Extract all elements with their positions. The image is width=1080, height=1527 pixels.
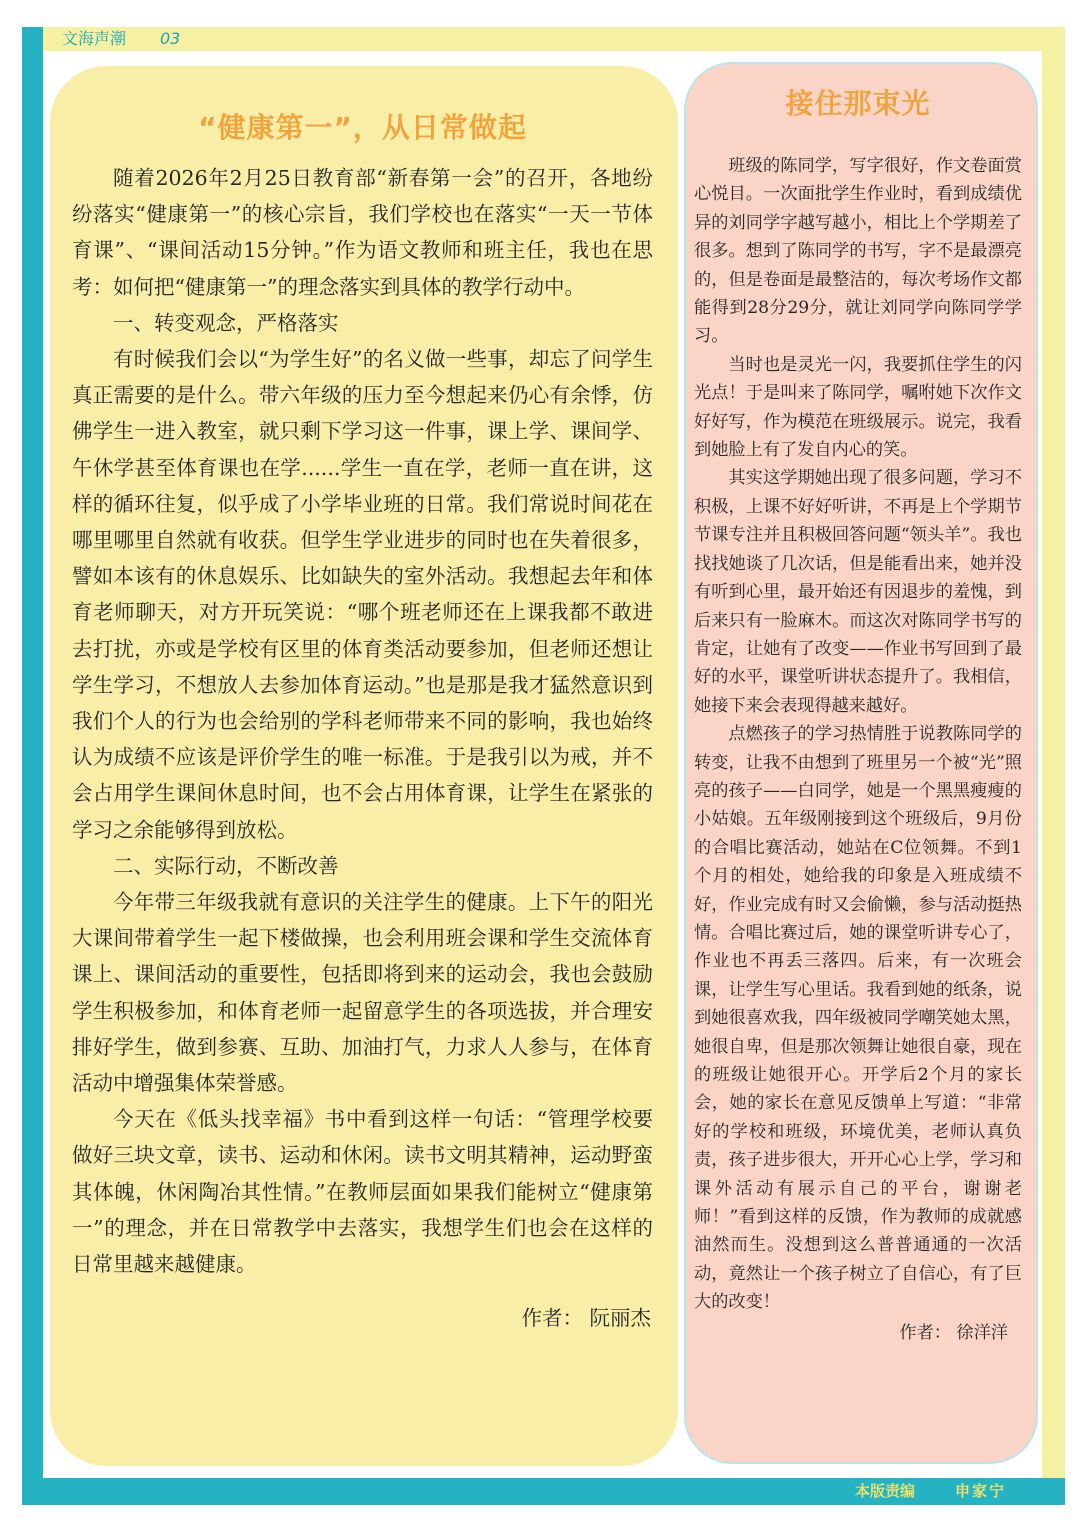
right-paragraph: 当时也是灵光一闪，我要抓住学生的闪光点！于是叫来了陈同学，嘱咐她下次作文好好写，作为模范在班级展示。说完，我看到她脸上有了发自内心的笑。 bbox=[694, 354, 1022, 461]
left-paragraph: 有时候我们会以“为学生好”的名义做一些事，却忘了问学生真正需要的是什么。带六年级的压力至今想起来仍心有余悸，仿佛学生一进入教室，就只剩下学习这一件事，课上学、课间学、午休学甚至体育课也在学......学生一直在学，老师一直在讲，这样的循环往复，似乎成了小学毕业班的日常。我们常说时间花在哪里哪里自然就有收获。但学生学业进步的同时也在失着很多，譬如本该有的休息娱乐、比如缺失的室外活动。我想起去年和体育老师聊天，对方开玩笑说：“哪个班老师还在上课我都不敢进去打扰，亦或是学校有区里的体育类活动要参加，但老师还想让学生学习，不想放人去参加体育运动。”也是那是我才猛然意识到我们个人的行为也会给别的学科老师带来不同的影响，我也始终认为成绩不应该是评价学生的唯一标准。于是我引以为戒，并不会占用学生课间休息时间，也不会占用体育课，让学生在紧张的学习之余能够得到放松。 bbox=[72, 347, 653, 842]
frame-left-band bbox=[22, 27, 43, 1505]
editor-label: 本版责编 bbox=[855, 1482, 916, 1500]
left-article-panel bbox=[50, 66, 678, 1466]
right-paragraph: 班级的陈同学，写字很好，作文卷面赏心悦目。一次面批学生作业时，看到成绩优异的刘同学字越写越小，相比上个学期差了很多。想到了陈同学的书写，字不是最漂亮的，但是卷面是最整洁的，每次考场作文都能得到28分29分，就让刘同学向陈同学学习。 bbox=[694, 156, 1022, 347]
left-paragraph: 今年带三年级我就有意识的关注学生的健康。上下午的阳光大课间带着学生一起下楼做操，也会利用班会课和学生交流体育课上、课间活动的重要性，包括即将到来的运动会，我也会鼓励学生积极参加，和体育老师一起留意学生的各项选拔，并合理安排好学生，做到参赛、互助、加油打气，力求人人参与，在体育活动中增强集体荣誉感。 bbox=[72, 890, 653, 1096]
right-article-body bbox=[694, 152, 1022, 1347]
right-article-title: 接住那束光 bbox=[785, 87, 931, 120]
right-paragraph: 其实这学期她出现了很多问题，学习不积极，上课不好好听讲，不再是上个学期节节课专注并且积极回答问题“领头羊”。我也找找她谈了几次话，但是能看出来，她并没有听到心里，最开始还有因退步的羞愧，到后来只有一脸麻木。而这次对陈同学书写的肯定，让她有了改变——作业书写回到了最好的水平，课堂听讲状态提升了。我相信，她接下来会表现得越来越好。 bbox=[694, 468, 1022, 716]
left-article-title: “健康第一”，从日常做起 bbox=[198, 111, 527, 144]
left-section-heading: 二、实际行动，不断改善 bbox=[113, 853, 339, 878]
section-name: 文海声潮 bbox=[62, 29, 127, 48]
page-number: 03 bbox=[160, 29, 181, 48]
right-paragraph: 点燃孩子的学习热情胜于说教陈同学的转变，让我不由想到了班里另一个被“光”照亮的孩子——白同学，她是一个黑黑瘦瘦的小姑娘。五年级刚接到这个班级后，9月份的合唱比赛活动，她站在C位领舞。不到1个月的相处，她给我的印象是入班成绩不好，作业完成有时又会偷懒，参与活动挺热情。合唱比赛过后，她的课堂听讲专心了，作业也不再丢三落四。后来，有一次班会课，让学生写心里话。我看到她的纸条，说到她很喜欢我，四年级被同学嘲笑她太黑，她很自卑，但是那次领舞让她很自豪，现在的班级让她很开心。开学后2个月的家长会，她的家长在意见反馈单上写道：“非常好的学校和班级，环境优美，老师认真负责，孩子进步很大，开开心心上学，学习和课外活动有展示自己的平台，谢谢老师！”看到这样的反馈，作为教师的成就感油然而生。没想到这么普普通通的一次活动，竟然让一个孩子树立了自信心，有了巨大的改变！ bbox=[694, 724, 1022, 1313]
left-paragraph: 今天在《低头找幸福》书中看到这样一句话：“管理学校要做好三块文章，读书、运动和休闲。读书文明其精神，运动野蛮其体魄，休闲陶冶其性情。”在教师层面如果我们能树立“健康第一”的理念，并在日常教学中去落实，我想学生们也会在这样的日常里越来越健康。 bbox=[72, 1107, 653, 1277]
frame-right-band bbox=[1042, 27, 1065, 1505]
right-article-panel bbox=[684, 62, 1038, 1464]
left-section-heading: 一、转变观念，严格落实 bbox=[113, 310, 339, 335]
editor-name: 申家宁 bbox=[955, 1482, 1007, 1500]
left-article-body bbox=[72, 160, 653, 1337]
right-article-author: 作者： 徐洋洋 bbox=[899, 1322, 1008, 1343]
left-article-author: 作者： 阮丽杰 bbox=[521, 1306, 651, 1331]
left-paragraph: 随着2026年2月25日教育部“新春第一会”的召开，各地纷纷落实“健康第一”的核心宗旨，我们学校也在落实“一天一节体育课”、“课间活动15分钟。”作为语文教师和班主任，我也在思考：如何把“健康第一”的理念落实到具体的教学行动中。 bbox=[72, 166, 653, 299]
